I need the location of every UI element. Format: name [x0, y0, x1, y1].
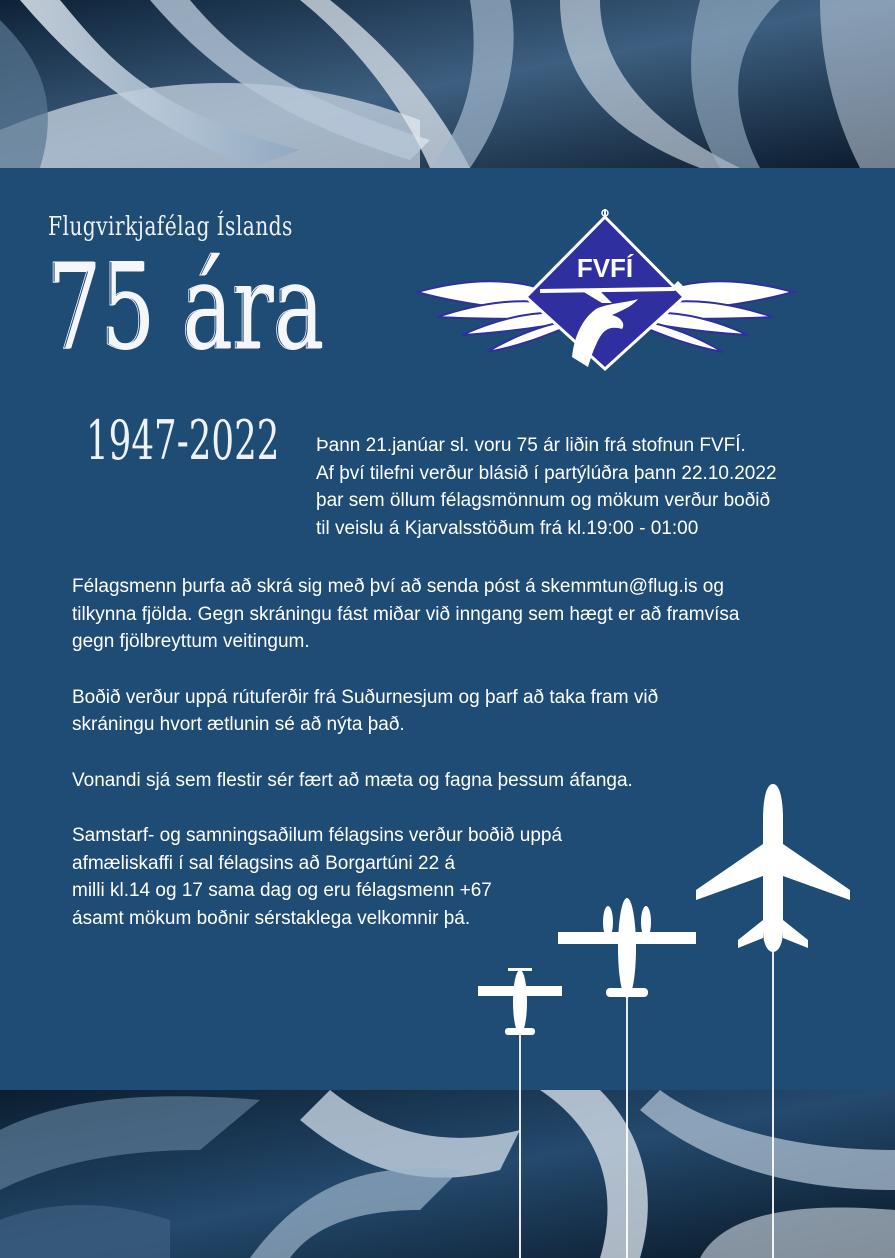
twin-prop-plane-icon — [558, 898, 696, 998]
wings-emblem-icon — [412, 207, 798, 372]
text-line: gegn fjölbreyttum veitingum. — [72, 631, 310, 652]
intro-text — [316, 432, 856, 542]
jet-airliner-icon — [696, 784, 850, 952]
text-line: afmæliskaffi í sal félagsins að Borgartúni 22 á — [72, 852, 456, 874]
year-range: 1947-2022 — [86, 409, 280, 472]
bus-paragraph — [72, 684, 812, 739]
turbine-band-top — [0, 0, 895, 168]
text-line: Samstarf- og samningsaðilum félagsins verður boðið uppá — [72, 825, 563, 846]
registration-paragraph — [72, 573, 812, 656]
fvfi-winged-logo — [412, 207, 798, 372]
intro-line: þar sem öllum félagsmönnum og mökum verður boðið — [316, 490, 771, 511]
airplane-icons — [470, 780, 870, 1258]
turbine-blades-image — [0, 0, 895, 168]
text-line: ásamt mökum boðnir sérstaklega velkomnir þá. — [72, 907, 471, 929]
intro-line: til veislu á Kjarvalsstöðum frá kl.19:00 - 01:00 — [316, 517, 699, 539]
text-line: milli kl.14 og 17 sama dag og eru félagsmenn +67 — [72, 880, 492, 901]
airplanes-illustration — [470, 780, 870, 1258]
organization-name: Flugvirkjafélag Íslands — [48, 212, 293, 242]
text-line: Félagsmenn þurfa að skrá sig með því að senda póst á skemmtun@flug.is og — [72, 576, 724, 597]
text-line: Vonandi sjá sem flestir sér fært að mæta og fagna þessum áfanga. — [72, 769, 633, 791]
text-line: skráningu hvort ætlunin sé að nýta það. — [72, 714, 405, 735]
text-line: tilkynna fjölda. Gegn skráningu fást miðar við inngang sem hægt er að framvísa — [72, 603, 740, 625]
logo-text: FVFÍ — [576, 253, 634, 283]
text-line: Boðið verður uppá rútuferðir frá Suðurnesjum og þarf að taka fram við — [72, 686, 659, 708]
small-plane-icon — [478, 968, 562, 1035]
anniversary-title: 75 ára — [46, 238, 324, 376]
intro-line: Af því tilefni verður blásið í partýlúðra þann 22.10.2022 — [316, 462, 777, 484]
intro-line: Þann 21.janúar sl. voru 75 ár liðin frá stofnun FVFÍ. — [316, 435, 746, 456]
